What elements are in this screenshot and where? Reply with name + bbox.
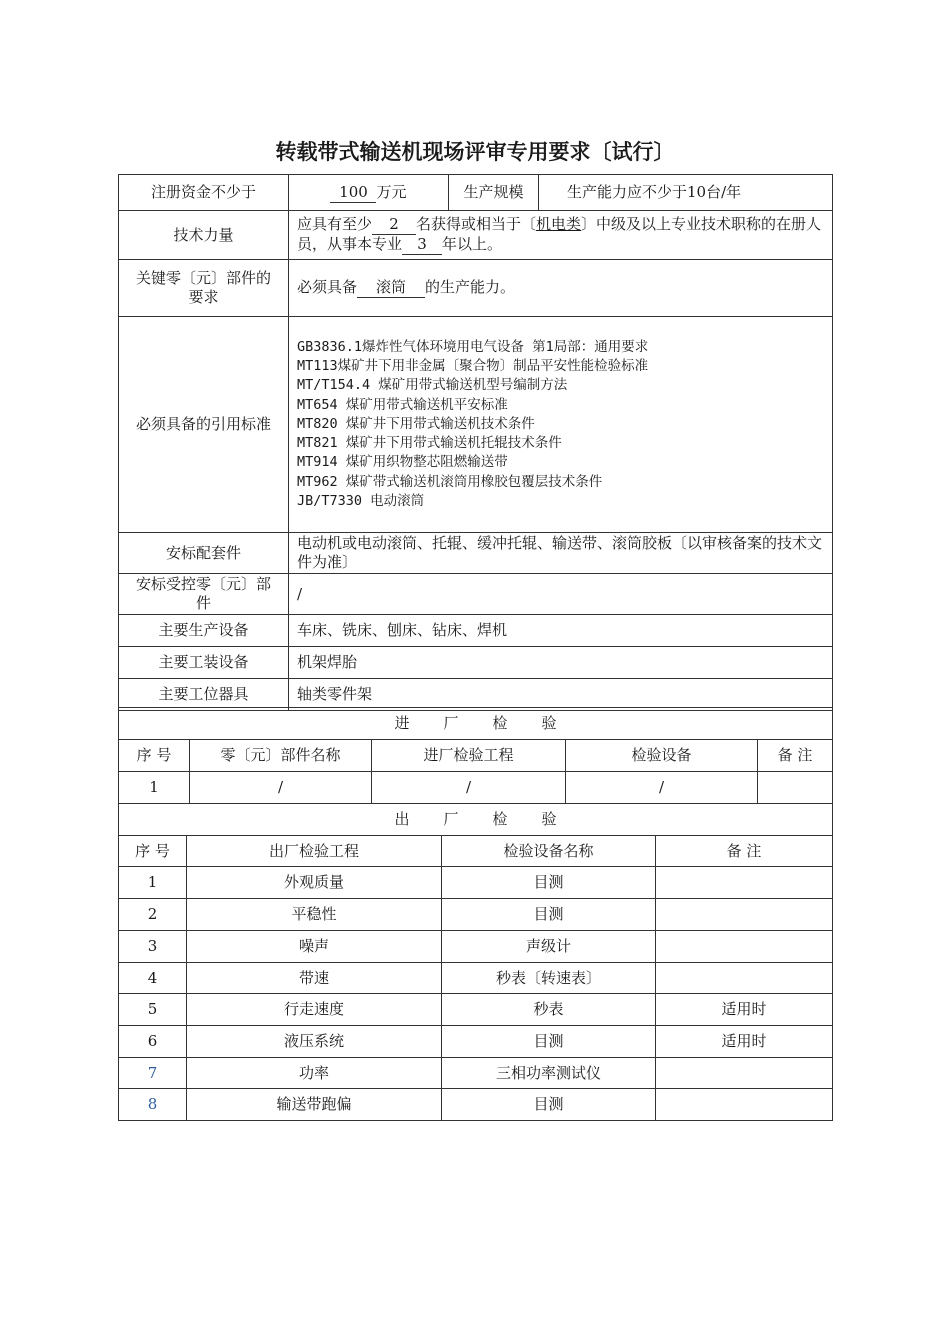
table-cell: 声级计 (442, 931, 656, 963)
table-cell: 带速 (187, 963, 442, 994)
table-row (119, 1058, 833, 1089)
table-row (119, 708, 833, 740)
table-cell (656, 899, 833, 931)
table-cell (656, 963, 833, 994)
standard-item: MT820 煤矿井下用带式输送机技术条件 (297, 415, 535, 432)
column-header: 零〔元〕部件名称 (190, 740, 372, 772)
scale-label: 生产规模 (449, 175, 539, 211)
table-cell: 目测 (442, 1089, 656, 1121)
table-row (119, 931, 833, 963)
table-cell: 3 (119, 931, 187, 963)
controlled-value: / (289, 574, 833, 615)
table-cell: 秒表〔转速表〕 (442, 963, 656, 994)
standard-item: MT962 煤矿带式输送机滚筒用橡胶包覆层技术条件 (297, 473, 603, 490)
standard-item: MT914 煤矿用织物整芯阻燃输送带 (297, 454, 508, 471)
table-row (119, 1089, 833, 1121)
table-cell: 平稳性 (187, 899, 442, 931)
table-cell: 目测 (442, 867, 656, 899)
table-row (119, 647, 833, 679)
table-row (119, 772, 833, 804)
column-header: 备 注 (758, 740, 833, 772)
table-cell: 目测 (442, 1026, 656, 1058)
fixture-value: 轴类零件架 (289, 679, 833, 711)
table-row (119, 867, 833, 899)
kit-label: 安标配套件 (119, 533, 289, 574)
capital-cell (289, 175, 449, 211)
column-header: 序 号 (119, 836, 187, 867)
table-row (119, 260, 833, 317)
parts-text: 必须具备 滚筒 的生产能力。 (289, 260, 833, 317)
table-cell (656, 1089, 833, 1121)
column-header: 备 注 (656, 836, 833, 867)
scale-value: 生产能力应不少于10台/年 (539, 175, 833, 211)
table-cell: 适用时 (656, 1026, 833, 1058)
table-cell: / (566, 772, 758, 804)
table-cell: 功率 (187, 1058, 442, 1089)
table-cell: 行走速度 (187, 994, 442, 1026)
tech-category: 机电类 (536, 215, 582, 233)
table-cell: 1 (119, 772, 190, 804)
controlled-label: 安标受控零〔元〕部件 (119, 574, 289, 615)
tool-equip-value: 机架焊胎 (289, 647, 833, 679)
column-header: 序 号 (119, 740, 190, 772)
table-cell: 秒表 (442, 994, 656, 1026)
table-cell: 噪声 (187, 931, 442, 963)
capital-unit: 万元 (376, 182, 407, 201)
table-row (119, 574, 833, 615)
outgoing-inspection-table (118, 803, 833, 1121)
table-cell: 2 (119, 899, 187, 931)
table-cell: 三相功率测试仪 (442, 1058, 656, 1089)
tech-text: 应具有至少 2 名获得或相当于〔机电类〕中级及以上专业技术职称的在册人员，从事本专业 3 年以上。 (289, 211, 833, 260)
column-header: 进厂检验工程 (372, 740, 566, 772)
table-row (119, 899, 833, 931)
table-cell: 适用时 (656, 994, 833, 1026)
column-header: 检验设备名称 (442, 836, 656, 867)
tech-num2: 3 (402, 235, 442, 255)
table-row (119, 679, 833, 711)
table-cell: 7 (119, 1058, 187, 1089)
table-cell: 输送带跑偏 (187, 1089, 442, 1121)
standard-item: MT/T154.4 煤矿用带式输送机型号编制方法 (297, 377, 568, 394)
tech-label: 技术力量 (119, 211, 289, 260)
page-title: 转载带式输送机现场评审专用要求〔试行〕 (275, 140, 675, 164)
standards-label: 必须具备的引用标准 (119, 317, 289, 533)
table-cell: 4 (119, 963, 187, 994)
prod-equip-value: 车床、铣床、刨床、钻床、焊机 (289, 615, 833, 647)
table-cell (656, 931, 833, 963)
outgoing-heading: 出厂检验 (119, 804, 833, 836)
table-cell (656, 867, 833, 899)
table-row (119, 533, 833, 574)
table-row (119, 836, 833, 867)
standard-item: GB3836.1爆炸性气体环境用电气设备 第1局部：通用要求 (297, 339, 649, 356)
column-header: 出厂检验工程 (187, 836, 442, 867)
table-cell: 5 (119, 994, 187, 1026)
table-row (119, 804, 833, 836)
table-row (119, 211, 833, 260)
table-cell (656, 1058, 833, 1089)
standards-list (289, 317, 833, 533)
kit-value: 电动机或电动滚筒、托辊、缓冲托辊、输送带、滚筒胶板〔以审核备案的技术文件为准〕 (289, 533, 833, 574)
table-cell: 液压系统 (187, 1026, 442, 1058)
table-row (119, 963, 833, 994)
column-header: 检验设备 (566, 740, 758, 772)
requirements-table (118, 174, 833, 711)
parts-label: 关键零〔元〕部件的要求 (119, 260, 289, 317)
capital-label: 注册资金不少于 (119, 175, 289, 211)
standard-item: MT821 煤矿井下用带式输送机托辊技术条件 (297, 435, 562, 452)
table-row (119, 1026, 833, 1058)
table-cell: / (190, 772, 372, 804)
table-row (119, 740, 833, 772)
fixture-label: 主要工位器具 (119, 679, 289, 711)
tool-equip-label: 主要工装设备 (119, 647, 289, 679)
tech-num1: 2 (372, 215, 416, 235)
parts-item: 滚筒 (357, 278, 425, 298)
table-cell: / (372, 772, 566, 804)
standard-item: MT654 煤矿用带式输送机平安标准 (297, 396, 508, 413)
table-row (119, 317, 833, 533)
table-cell (758, 772, 833, 804)
table-cell: 目测 (442, 899, 656, 931)
table-cell: 8 (119, 1089, 187, 1121)
prod-equip-label: 主要生产设备 (119, 615, 289, 647)
capital-value: 100 (330, 183, 376, 203)
table-row (119, 994, 833, 1026)
table-row (119, 615, 833, 647)
table-row (119, 175, 833, 211)
incoming-inspection-table (118, 707, 833, 804)
table-cell: 外观质量 (187, 867, 442, 899)
standard-item: JB/T7330 电动滚筒 (297, 492, 425, 509)
table-cell: 1 (119, 867, 187, 899)
incoming-heading: 进厂检验 (119, 708, 833, 740)
table-cell: 6 (119, 1026, 187, 1058)
standard-item: MT113煤矿井下用非金属〔聚合物〕制品平安性能检验标准 (297, 358, 649, 375)
